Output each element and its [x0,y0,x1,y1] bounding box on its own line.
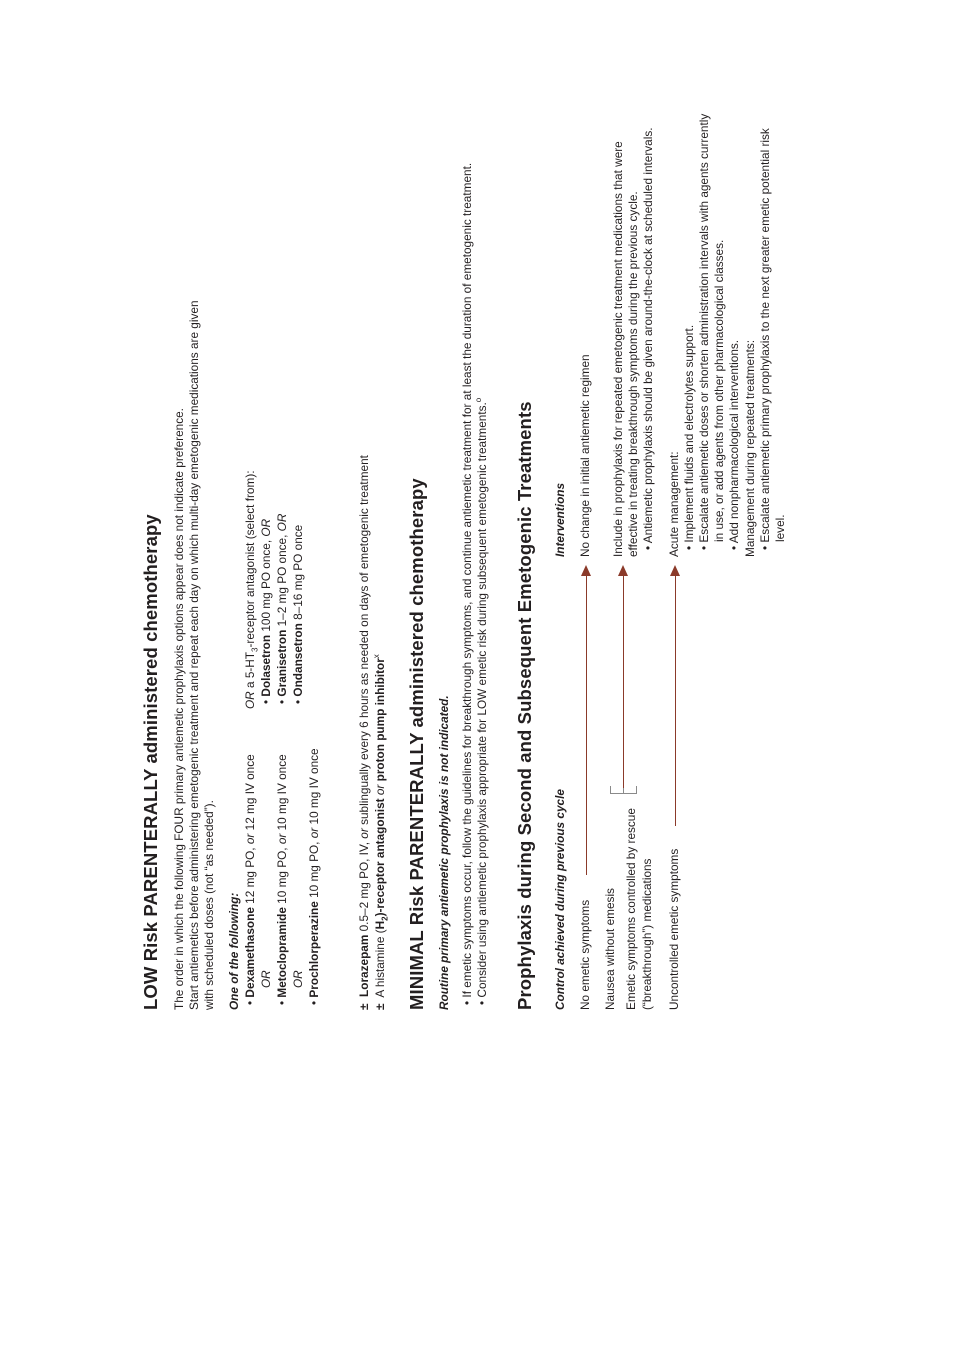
ondansetron-item: • Ondansetron 8–16 mg PO once [291,524,305,704]
prophylaxis-title: Prophylaxis during Second and Subsequent Emetogenic Treatments [514,401,535,1010]
no-emetic-symptoms-label: No emetic symptoms [578,899,592,1010]
intervention-no-change: No change in initial antiemetic regimen [578,354,592,557]
prochlorperazine-item: • Prochlorperazine 10 mg PO, or 10 mg IV once [307,748,321,1005]
bracket-stem [623,788,624,794]
acute-item-2-cont: in use, or add agents from other pharmacological classes. [712,239,726,542]
control-column-header: Control achieved during previous cycle [553,789,567,1010]
low-intro-line1: The order in which the following FOUR primary antiemetic prophylaxis options appear does not indicate preference. [172,408,186,1010]
arrow-line-2 [623,574,624,788]
rescue-controlled-label: Emetic symptoms controlled by rescue (“breakthrough”) medications [624,808,654,1010]
h2-ppi-option: ± A histamine $(H_2)$-receptor antagonist or proton pump inhibitor$^x$ [372,654,390,1010]
repeated-item-1: • Escalate antiemetic primary prophylaxis to the next greater emetic potential risk [758,128,772,550]
acute-item-3: • Add nonpharmacological interventions. [727,339,741,550]
ht3-antagonist-heading: OR a $5-HT_3$-receptor antagonist (select from): [243,470,260,709]
interventions-column-header: Interventions [553,482,567,557]
acute-item-1: • Implement fluids and electrolytes support. [682,324,696,550]
bracket-top [610,786,611,794]
minimal-subtitle: Routine primary antiemetic prophylaxis is not indicated. [437,695,451,1010]
dexamethasone-item: • Dexamethasone 12 mg PO, or 12 mg IV once [243,754,257,1005]
arrow-head-2 [618,565,628,576]
minimal-risk-title: MINIMAL Risk PARENTERALLY administered chemotherapy [406,478,427,1010]
uncontrolled-emetic-label: Uncontrolled emetic symptoms [667,848,681,1010]
acute-management-heading: Acute management: [667,451,681,557]
bracket-bottom [636,786,637,794]
acute-item-2: • Escalate antiemetic doses or shorten administration intervals with agents currently [697,113,711,550]
repeated-item-1-cont: level. [773,514,787,542]
low-risk-title: LOW Risk PARENTERALLY administered chemotherapy [140,514,161,1010]
intervention-around-clock: • Antiemetic prophylaxis should be given around-the-clock at scheduled intervals. [641,127,655,550]
minimal-bullet-1: • If emetic symptoms occur, follow the guidelines for breakthrough symptoms, and continue antiemetic treatment for at least the duration of emetogenic treatment. [460,162,474,1005]
one-of-following-label: One of the following: [227,892,241,1010]
dolasetron-item: • Dolasetron 100 mg PO once, OR [259,518,273,704]
minimal-bullet-2: • Consider using antiemetic prophylaxis appropriate for LOW emetic risk during subsequent emetogenic treatments.$^o$ [474,397,489,1005]
granisetron-item: • Granisetron 1–2 mg PO once, OR [275,513,289,704]
metoclopramide-item: • Metoclopramide 10 mg PO, or 10 mg IV once [275,754,289,1005]
intervention-include-line1: Include in prophylaxis for repeated emetogenic treatment medications that were [611,141,625,557]
or-separator-2: OR [291,970,305,988]
intervention-include-line2: effective in treating breakthrough symptoms during the previous cycle. [626,191,640,557]
arrow-head-1 [581,565,591,576]
arrow-line-1 [586,574,587,875]
arrow-line-3 [675,574,676,826]
nausea-without-emesis-label: Nausea without emesis [603,888,617,1010]
lorazepam-option: ± Lorazepam 0.5–2 mg PO, IV, or sublingually every 6 hours as needed on days of emetogenic treatment [357,455,371,1010]
arrow-head-3 [670,565,680,576]
or-separator-1: OR [259,970,273,988]
low-intro-line3: with scheduled doses (not “as needed”). [202,800,216,1010]
repeated-management-heading: Management during repeated treatments: [743,339,757,557]
low-intro-line2: Start antiemetics before administering emetogenic treatment and repeat each day on which multi-day emetogenic medications are given [187,300,201,1010]
